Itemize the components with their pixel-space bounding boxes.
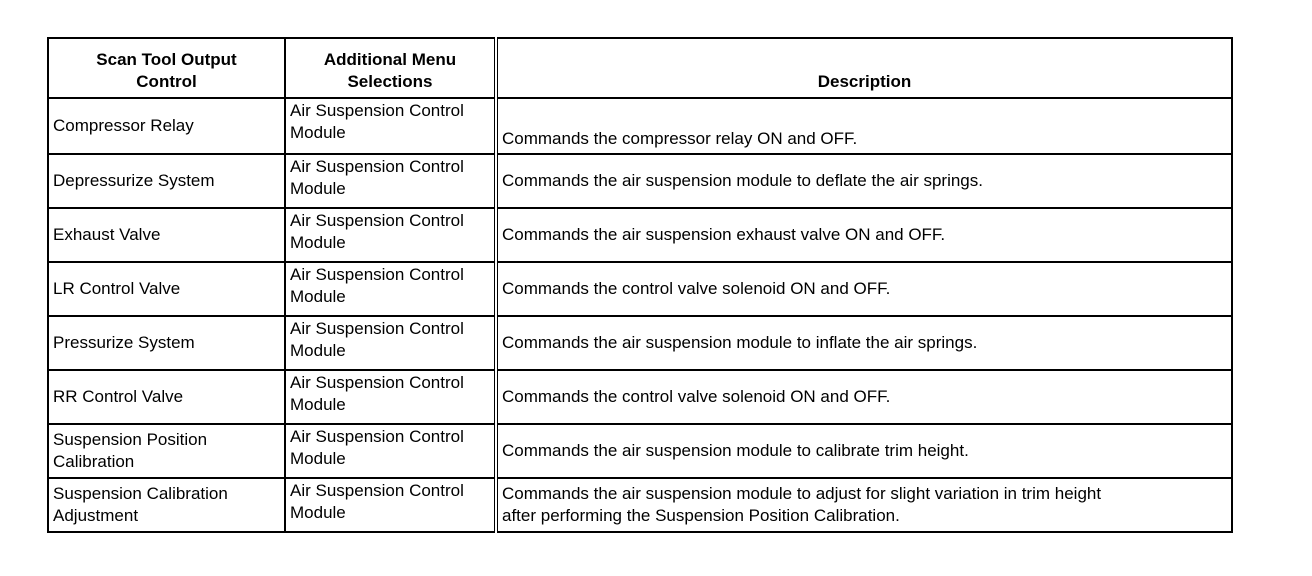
output-control-cell: Exhaust Valve <box>48 208 285 262</box>
description-cell: Commands the air suspension module to deflate the air springs. <box>496 154 1232 208</box>
output-control-cell: Pressurize System <box>48 316 285 370</box>
description-cell: Commands the compressor relay ON and OFF. <box>496 98 1232 154</box>
menu-selection-cell: Air Suspension Control Module <box>285 262 496 316</box>
header-output-control: Scan Tool Output Control <box>48 38 285 98</box>
header-description: Description <box>496 38 1232 98</box>
table-row <box>48 98 1232 154</box>
table-row <box>48 208 1232 262</box>
output-control-cell: Suspension Calibration Adjustment <box>48 478 285 532</box>
table-row <box>48 478 1232 532</box>
menu-selection-cell: Air Suspension Control Module <box>285 316 496 370</box>
output-control-cell: RR Control Valve <box>48 370 285 424</box>
menu-selection-cell: Air Suspension Control Module <box>285 208 496 262</box>
table-row <box>48 316 1232 370</box>
description-cell: Commands the control valve solenoid ON and OFF. <box>496 262 1232 316</box>
menu-selection-cell: Air Suspension Control Module <box>285 478 496 532</box>
output-control-cell: Compressor Relay <box>48 98 285 154</box>
menu-selection-cell: Air Suspension Control Module <box>285 98 496 154</box>
description-cell: Commands the air suspension module to calibrate trim height. <box>496 424 1232 478</box>
table-row <box>48 262 1232 316</box>
description-cell: Commands the air suspension exhaust valve ON and OFF. <box>496 208 1232 262</box>
output-control-cell: LR Control Valve <box>48 262 285 316</box>
description-cell: Commands the control valve solenoid ON and OFF. <box>496 370 1232 424</box>
scan-tool-output-table <box>47 37 1233 533</box>
menu-selection-cell: Air Suspension Control Module <box>285 424 496 478</box>
table-row <box>48 424 1232 478</box>
table-row <box>48 154 1232 208</box>
output-control-cell: Depressurize System <box>48 154 285 208</box>
header-row <box>48 38 1232 98</box>
menu-selection-cell: Air Suspension Control Module <box>285 370 496 424</box>
table-row <box>48 370 1232 424</box>
output-control-cell: Suspension Position Calibration <box>48 424 285 478</box>
header-menu-selections: Additional Menu Selections <box>285 38 496 98</box>
description-cell: Commands the air suspension module to adjust for slight variation in trim height after performing the Suspension Position Calibration. <box>496 478 1232 532</box>
menu-selection-cell: Air Suspension Control Module <box>285 154 496 208</box>
description-cell: Commands the air suspension module to inflate the air springs. <box>496 316 1232 370</box>
